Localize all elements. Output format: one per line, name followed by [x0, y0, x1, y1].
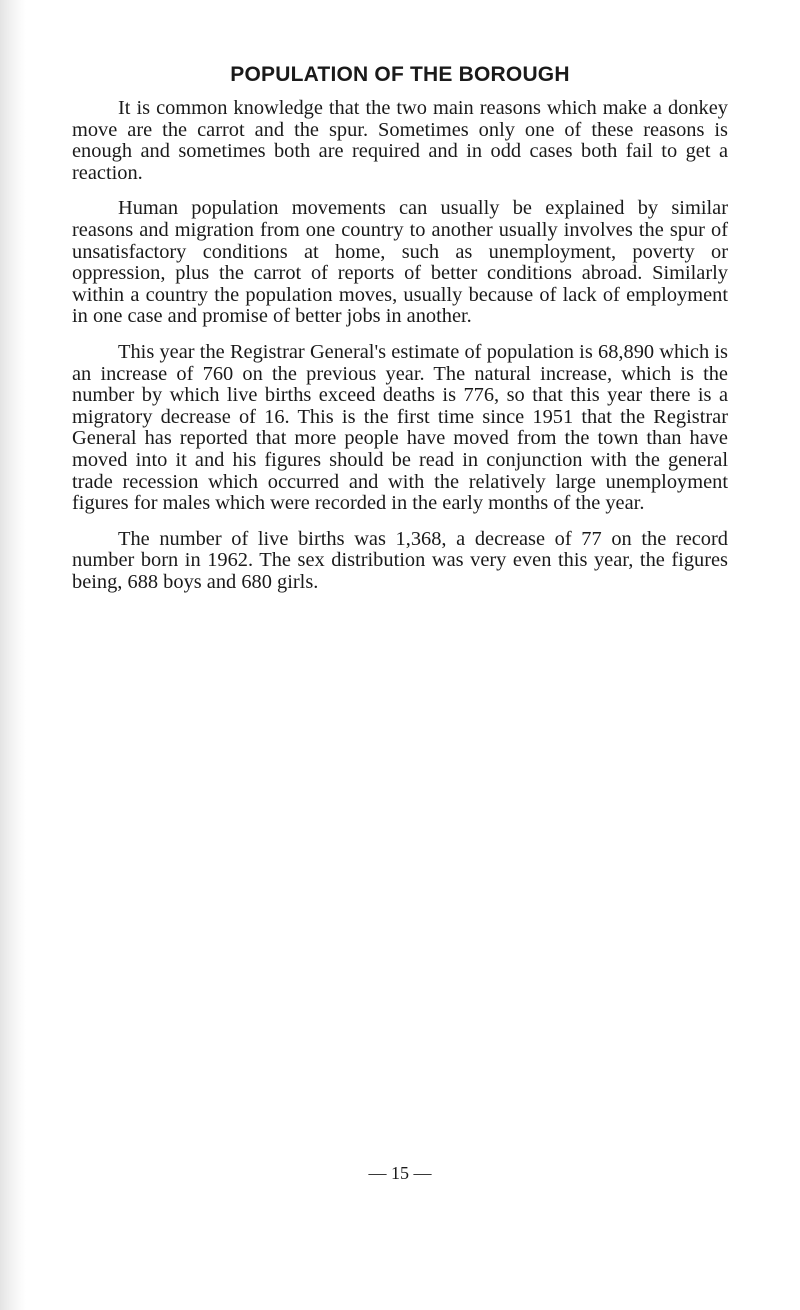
page-number: — 15 — — [368, 1163, 432, 1183]
paragraph-donkey: It is common knowledge that the two main reasons which make a donkey move are the carrot and the spur. Sometimes only one of these reasons is enough and sometimes both are required and in odd cases both fail to get a reaction. — [72, 97, 728, 184]
paragraph-registrar-estimate: This year the Registrar General's estimate of population is 68,890 which is an increase of 760 on the previous year. The natural increase, which is the number by which live births exceed deaths is 776, so that this year there is a migratory decrease of 16. This is the first time since 1951 that the Registrar General has reported that more people have moved from the town than have moved into it and his figures should be read in conjunction with the general trade recession which occurred and with the relatively large unemployment figures for males which were recorded in the early months of the year. — [72, 340, 728, 515]
paragraph-migration: Human population movements can usually be explained by similar reasons and migration from one country to another usually involves the spur of unsatisfactory conditions at home, such as unemployment, poverty or oppression, plus the carrot of reports of better conditions abroad. Similarly within a country the population moves, usually because of lack of employment in one case and promise of better jobs in another. — [72, 197, 728, 328]
scan-edge-shadow — [0, 0, 26, 1310]
page-title: POPULATION OF THE BOROUGH — [230, 63, 570, 86]
paragraph-live-births: The number of live births was 1,368, a decrease of 77 on the record number born in 1962. The sex distribution was very even this year, the figures being, 688 boys and 680 girls. — [72, 527, 728, 593]
document-page — [72, 60, 728, 607]
